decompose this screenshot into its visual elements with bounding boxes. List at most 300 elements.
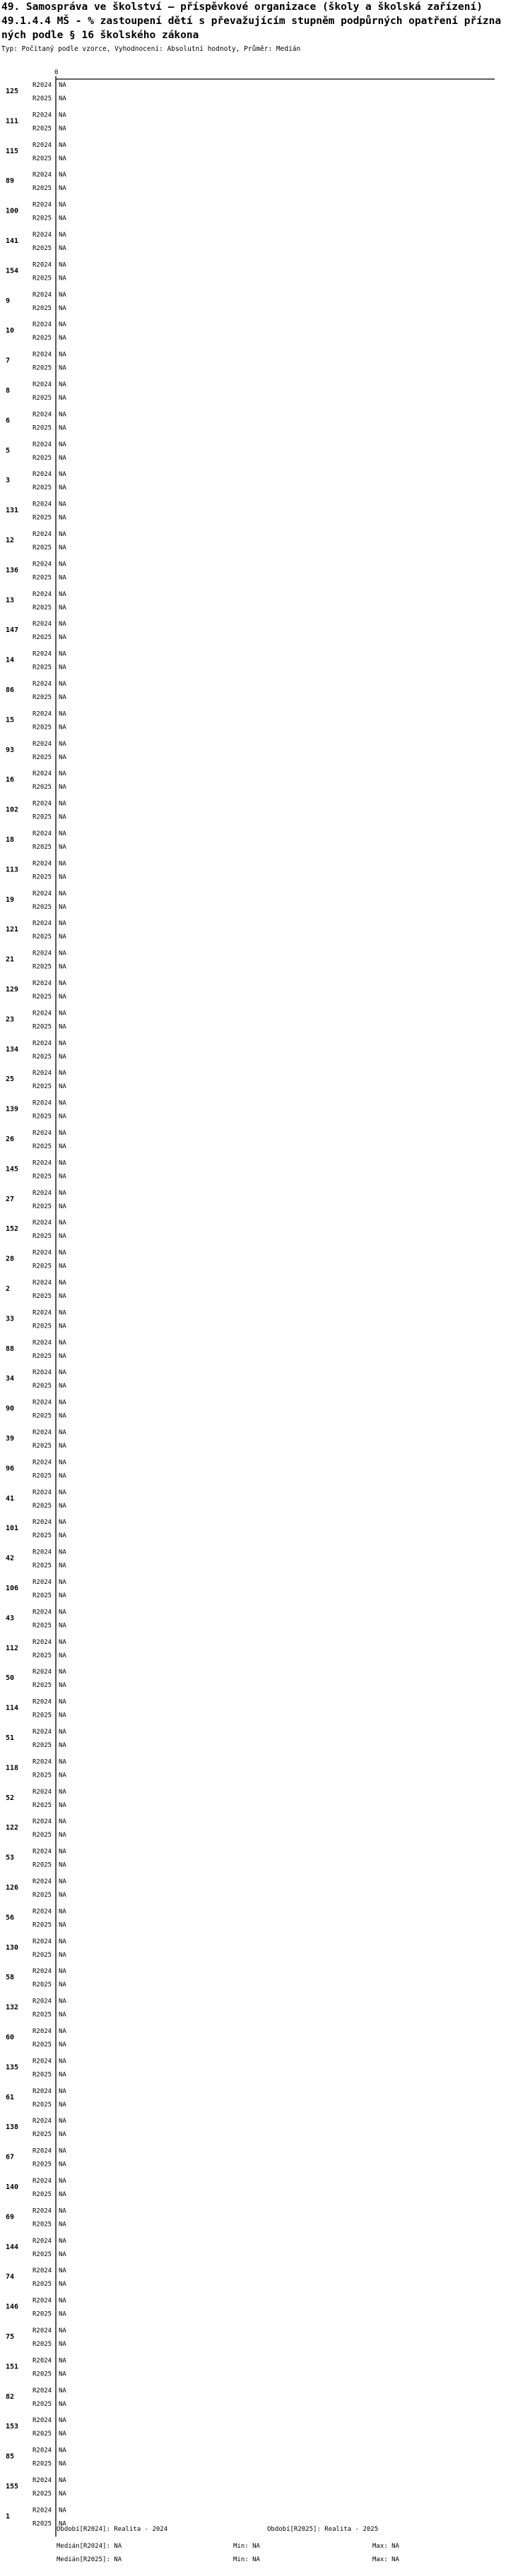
legend-period-r2024: Období[R2024]: Realita - 2024	[57, 2526, 168, 2533]
value-label: NA	[59, 830, 66, 837]
value-label: NA	[59, 531, 66, 538]
value-label: NA	[59, 2477, 66, 2484]
value-label: NA	[59, 800, 66, 808]
series-label: R2025	[33, 813, 52, 821]
value-label: NA	[59, 1293, 66, 1300]
category-label: 152	[6, 1225, 19, 1234]
value-label: NA	[59, 1459, 66, 1467]
series-label: R2024	[33, 2477, 52, 2484]
value-label: NA	[59, 172, 66, 179]
category-label: 85	[6, 2452, 15, 2461]
series-label: R2025	[33, 873, 52, 881]
value-label: NA	[59, 1998, 66, 2005]
category-label: 121	[6, 926, 19, 934]
series-label: R2024	[33, 1429, 52, 1436]
value-label: NA	[59, 650, 66, 658]
chart-title-line-3: ných podle § 16 školského zákona	[1, 30, 199, 41]
value-label: NA	[59, 2357, 66, 2365]
category-label: 18	[6, 836, 15, 844]
series-label: R2024	[33, 2387, 52, 2395]
category-label: 131	[6, 506, 19, 515]
value-label: NA	[59, 2310, 66, 2318]
value-label: NA	[59, 484, 66, 492]
series-label: R2024	[33, 1399, 52, 1407]
value-label: NA	[59, 2447, 66, 2455]
category-label: 114	[6, 1704, 19, 1712]
series-label: R2025	[33, 1383, 52, 1390]
series-label: R2024	[33, 830, 52, 837]
value-label: NA	[59, 1502, 66, 1510]
series-label: R2024	[33, 2357, 52, 2365]
series-label: R2025	[33, 1801, 52, 1809]
value-label: NA	[59, 1938, 66, 1945]
value-label: NA	[59, 1519, 66, 1527]
series-label: R2025	[33, 1233, 52, 1241]
value-label: NA	[59, 1788, 66, 1796]
series-label: R2025	[33, 963, 52, 971]
series-label: R2024	[33, 1339, 52, 1347]
series-label: R2025	[33, 2491, 52, 2498]
value-label: NA	[59, 1878, 66, 1885]
series-label: R2024	[33, 1249, 52, 1257]
value-label: NA	[59, 1579, 66, 1586]
category-label: 7	[6, 357, 11, 365]
series-label: R2025	[33, 1203, 52, 1210]
series-label: R2024	[33, 860, 52, 868]
series-label: R2024	[33, 1010, 52, 1018]
series-label: R2024	[33, 650, 52, 658]
series-label: R2025	[33, 844, 52, 851]
value-label: NA	[59, 411, 66, 419]
value-label: NA	[59, 232, 66, 239]
category-label: 58	[6, 1974, 15, 1982]
series-label: R2024	[33, 1729, 52, 1736]
series-label: R2025	[33, 1861, 52, 1869]
value-label: NA	[59, 860, 66, 868]
value-label: NA	[59, 1130, 66, 1137]
value-label: NA	[59, 1263, 66, 1270]
series-label: R2025	[33, 125, 52, 133]
legend-min-r2024: Min: NA	[233, 2543, 260, 2550]
value-label: NA	[59, 590, 66, 598]
category-label: 12	[6, 537, 15, 544]
category-label: 56	[6, 1914, 15, 1922]
value-label: NA	[59, 1053, 66, 1061]
value-label: NA	[59, 321, 66, 329]
value-label: NA	[59, 1669, 66, 1676]
series-label: R2024	[33, 351, 52, 359]
value-label: NA	[59, 2297, 66, 2305]
category-label: 112	[6, 1644, 19, 1652]
series-label: R2024	[33, 411, 52, 419]
chart-title-line-1: 49. Samospráva ve školství – příspěvkové organizace (školy a školská zařízení)	[1, 1, 483, 13]
series-label: R2024	[33, 201, 52, 209]
series-label: R2024	[33, 950, 52, 958]
series-label: R2025	[33, 1023, 52, 1031]
series-label: R2025	[33, 2101, 52, 2109]
series-label: R2025	[33, 275, 52, 282]
value-label: NA	[59, 694, 66, 701]
value-label: NA	[59, 2281, 66, 2289]
series-label: R2025	[33, 395, 52, 402]
value-label: NA	[59, 2387, 66, 2395]
value-label: NA	[59, 724, 66, 732]
value-label: NA	[59, 1772, 66, 1779]
category-label: 122	[6, 1824, 19, 1832]
series-label: R2024	[33, 1369, 52, 1377]
category-label: 88	[6, 1344, 15, 1353]
category-label: 28	[6, 1255, 15, 1263]
series-label: R2024	[33, 2447, 52, 2455]
value-label: NA	[59, 934, 66, 941]
series-label: R2025	[33, 544, 52, 551]
value-label: NA	[59, 501, 66, 508]
value-label: NA	[59, 2161, 66, 2169]
value-label: NA	[59, 1592, 66, 1599]
series-label: R2025	[33, 2281, 52, 2289]
series-label: R2024	[33, 621, 52, 628]
category-label: 141	[6, 237, 19, 245]
series-label: R2025	[33, 2520, 52, 2528]
series-label: R2025	[33, 1352, 52, 1360]
category-label: 130	[6, 1943, 19, 1952]
value-label: NA	[59, 1143, 66, 1150]
series-label: R2024	[33, 1159, 52, 1167]
series-label: R2025	[33, 364, 52, 372]
category-label: 135	[6, 2063, 19, 2072]
series-label: R2025	[33, 2221, 52, 2229]
category-label: 26	[6, 1135, 15, 1143]
category-label: 8	[6, 387, 11, 395]
value-label: NA	[59, 2221, 66, 2229]
value-label: NA	[59, 1682, 66, 1690]
value-label: NA	[59, 82, 66, 89]
value-label: NA	[59, 1159, 66, 1167]
value-label: NA	[59, 2267, 66, 2275]
series-label: R2025	[33, 1742, 52, 1749]
category-label: 115	[6, 147, 19, 155]
series-label: R2025	[33, 155, 52, 162]
value-label: NA	[59, 1113, 66, 1121]
value-label: NA	[59, 621, 66, 628]
series-label: R2025	[33, 1053, 52, 1061]
category-label: 25	[6, 1075, 15, 1084]
value-label: NA	[59, 335, 66, 342]
series-label: R2024	[33, 141, 52, 149]
value-label: NA	[59, 574, 66, 582]
value-label: NA	[59, 1712, 66, 1719]
series-label: R2025	[33, 1981, 52, 1989]
legend-median-r2024: Medián[R2024]: NA	[57, 2543, 122, 2550]
value-label: NA	[59, 844, 66, 851]
value-label: NA	[59, 1233, 66, 1241]
value-label: NA	[59, 561, 66, 568]
category-label: 42	[6, 1554, 15, 1563]
value-label: NA	[59, 903, 66, 911]
value-label: NA	[59, 1189, 66, 1197]
category-label: 113	[6, 866, 19, 874]
category-label: 16	[6, 776, 15, 785]
value-label: NA	[59, 215, 66, 222]
value-label: NA	[59, 1981, 66, 1989]
category-label: 89	[6, 177, 15, 186]
series-label: R2024	[33, 681, 52, 688]
category-label: 154	[6, 267, 19, 275]
legend-max-r2025: Max: NA	[372, 2556, 399, 2563]
series-label: R2025	[33, 753, 52, 761]
value-label: NA	[59, 1921, 66, 1929]
series-label: R2025	[33, 2191, 52, 2198]
series-label: R2024	[33, 710, 52, 718]
series-label: R2024	[33, 1848, 52, 1856]
series-label: R2024	[33, 2058, 52, 2065]
value-label: NA	[59, 1532, 66, 1540]
series-label: R2024	[33, 501, 52, 508]
category-label: 75	[6, 2333, 15, 2341]
value-label: NA	[59, 95, 66, 102]
series-label: R2024	[33, 1818, 52, 1826]
series-label: R2024	[33, 2267, 52, 2275]
series-label: R2024	[33, 1579, 52, 1586]
series-label: R2025	[33, 2310, 52, 2318]
category-label: 136	[6, 566, 19, 575]
category-label: 50	[6, 1674, 15, 1683]
category-label: 145	[6, 1165, 19, 1174]
value-label: NA	[59, 1908, 66, 1916]
category-label: 15	[6, 716, 15, 724]
value-label: NA	[59, 1309, 66, 1317]
value-label: NA	[59, 1173, 66, 1181]
category-label: 126	[6, 1884, 19, 1892]
value-label: NA	[59, 710, 66, 718]
category-label: 93	[6, 746, 15, 754]
series-label: R2025	[33, 1832, 52, 1839]
value-label: NA	[59, 2491, 66, 2498]
category-label: 151	[6, 2363, 19, 2371]
series-label: R2024	[33, 441, 52, 448]
category-label: 9	[6, 297, 11, 305]
value-label: NA	[59, 1443, 66, 1450]
series-label: R2025	[33, 2011, 52, 2019]
category-label: 125	[6, 88, 19, 95]
value-label: NA	[59, 1280, 66, 1287]
category-label: 51	[6, 1734, 15, 1742]
series-label: R2025	[33, 1143, 52, 1150]
category-label: 106	[6, 1585, 19, 1592]
series-label: R2024	[33, 1189, 52, 1197]
series-label: R2024	[33, 800, 52, 808]
value-label: NA	[59, 1399, 66, 1407]
value-label: NA	[59, 141, 66, 149]
series-label: R2025	[33, 1682, 52, 1690]
category-label: 1	[6, 2512, 11, 2521]
value-label: NA	[59, 2028, 66, 2035]
value-label: NA	[59, 604, 66, 612]
series-label: R2024	[33, 1070, 52, 1078]
value-label: NA	[59, 1892, 66, 1899]
value-label: NA	[59, 1742, 66, 1749]
series-label: R2024	[33, 2297, 52, 2305]
series-label: R2025	[33, 514, 52, 522]
category-label: 82	[6, 2392, 15, 2401]
legend-median-r2025: Medián[R2025]: NA	[57, 2556, 122, 2563]
category-label: 96	[6, 1465, 15, 1473]
series-label: R2025	[33, 784, 52, 792]
value-label: NA	[59, 1818, 66, 1826]
value-label: NA	[59, 2400, 66, 2408]
series-label: R2024	[33, 561, 52, 568]
value-label: NA	[59, 1083, 66, 1091]
series-label: R2025	[33, 1652, 52, 1659]
value-label: NA	[59, 245, 66, 252]
value-label: NA	[59, 1323, 66, 1330]
category-label: 118	[6, 1764, 19, 1772]
category-label: 102	[6, 806, 19, 814]
value-label: NA	[59, 1968, 66, 1976]
series-label: R2024	[33, 2207, 52, 2215]
series-label: R2024	[33, 1788, 52, 1796]
series-label: R2024	[33, 1519, 52, 1527]
series-label: R2024	[33, 920, 52, 928]
value-label: NA	[59, 2041, 66, 2049]
value-label: NA	[59, 1472, 66, 1480]
series-label: R2025	[33, 1173, 52, 1181]
series-label: R2024	[33, 1998, 52, 2005]
series-label: R2025	[33, 2400, 52, 2408]
value-label: NA	[59, 634, 66, 642]
value-label: NA	[59, 2237, 66, 2245]
value-label: NA	[59, 2507, 66, 2515]
category-label: 134	[6, 1045, 19, 1054]
value-label: NA	[59, 291, 66, 299]
value-label: NA	[59, 950, 66, 958]
series-label: R2025	[33, 1502, 52, 1510]
series-label: R2025	[33, 424, 52, 432]
value-label: NA	[59, 963, 66, 971]
series-label: R2024	[33, 2327, 52, 2334]
series-label: R2024	[33, 2507, 52, 2515]
series-label: R2025	[33, 1113, 52, 1121]
series-label: R2025	[33, 724, 52, 732]
series-label: R2024	[33, 172, 52, 179]
category-label: 60	[6, 2034, 15, 2041]
series-label: R2024	[33, 1309, 52, 1317]
value-label: NA	[59, 185, 66, 193]
value-label: NA	[59, 1039, 66, 1047]
category-label: 14	[6, 656, 15, 664]
series-label: R2024	[33, 2417, 52, 2425]
series-label: R2024	[33, 2087, 52, 2095]
series-label: R2024	[33, 2118, 52, 2125]
category-label: 101	[6, 1525, 19, 1533]
category-label: 153	[6, 2423, 19, 2431]
series-label: R2024	[33, 82, 52, 89]
value-label: NA	[59, 1549, 66, 1556]
value-label: NA	[59, 1758, 66, 1766]
series-label: R2024	[33, 1908, 52, 1916]
series-label: R2024	[33, 1758, 52, 1766]
category-label: 69	[6, 2213, 15, 2222]
value-label: NA	[59, 1369, 66, 1377]
category-label: 39	[6, 1435, 15, 1443]
series-label: R2025	[33, 2341, 52, 2348]
value-label: NA	[59, 1352, 66, 1360]
value-label: NA	[59, 514, 66, 522]
category-label: 61	[6, 2093, 15, 2101]
series-label: R2025	[33, 1951, 52, 1959]
value-label: NA	[59, 1249, 66, 1257]
series-label: R2025	[33, 2371, 52, 2378]
series-label: R2024	[33, 590, 52, 598]
series-label: R2024	[33, 890, 52, 898]
category-label: 147	[6, 626, 19, 635]
series-label: R2024	[33, 1130, 52, 1137]
value-label: NA	[59, 1622, 66, 1630]
category-label: 132	[6, 2003, 19, 2012]
category-label: 146	[6, 2303, 19, 2311]
series-label: R2025	[33, 934, 52, 941]
value-label: NA	[59, 2250, 66, 2258]
value-label: NA	[59, 1203, 66, 1210]
value-label: NA	[59, 2207, 66, 2215]
series-label: R2025	[33, 304, 52, 312]
category-label: 27	[6, 1195, 15, 1203]
value-label: NA	[59, 2341, 66, 2348]
value-label: NA	[59, 2131, 66, 2139]
value-label: NA	[59, 2101, 66, 2109]
value-label: NA	[59, 1010, 66, 1018]
category-label: 34	[6, 1375, 15, 1383]
category-label: 52	[6, 1794, 15, 1802]
value-label: NA	[59, 920, 66, 928]
value-label: NA	[59, 2011, 66, 2019]
value-label: NA	[59, 1951, 66, 1959]
category-label: 111	[6, 117, 19, 126]
value-label: NA	[59, 2118, 66, 2125]
series-label: R2025	[33, 2131, 52, 2139]
series-label: R2024	[33, 321, 52, 329]
value-label: NA	[59, 2371, 66, 2378]
category-label: 138	[6, 2123, 19, 2132]
series-label: R2024	[33, 1638, 52, 1646]
series-label: R2025	[33, 1472, 52, 1480]
series-label: R2024	[33, 1968, 52, 1976]
category-label: 21	[6, 955, 15, 964]
series-label: R2025	[33, 1083, 52, 1091]
value-label: NA	[59, 1220, 66, 1227]
value-label: NA	[59, 1099, 66, 1107]
value-label: NA	[59, 454, 66, 462]
value-label: NA	[59, 740, 66, 748]
category-label: 6	[6, 417, 11, 425]
legend-max-r2024: Max: NA	[372, 2543, 399, 2550]
value-label: NA	[59, 2520, 66, 2528]
value-label: NA	[59, 1652, 66, 1659]
value-label: NA	[59, 441, 66, 448]
series-label: R2025	[33, 694, 52, 701]
category-label: 100	[6, 207, 19, 215]
category-label: 139	[6, 1105, 19, 1114]
category-label: 74	[6, 2273, 15, 2282]
value-label: NA	[59, 2327, 66, 2334]
series-label: R2025	[33, 1622, 52, 1630]
series-label: R2024	[33, 770, 52, 778]
series-label: R2025	[33, 484, 52, 492]
category-label: 23	[6, 1015, 15, 1024]
value-label: NA	[59, 2071, 66, 2079]
series-label: R2024	[33, 291, 52, 299]
series-label: R2024	[33, 1878, 52, 1885]
